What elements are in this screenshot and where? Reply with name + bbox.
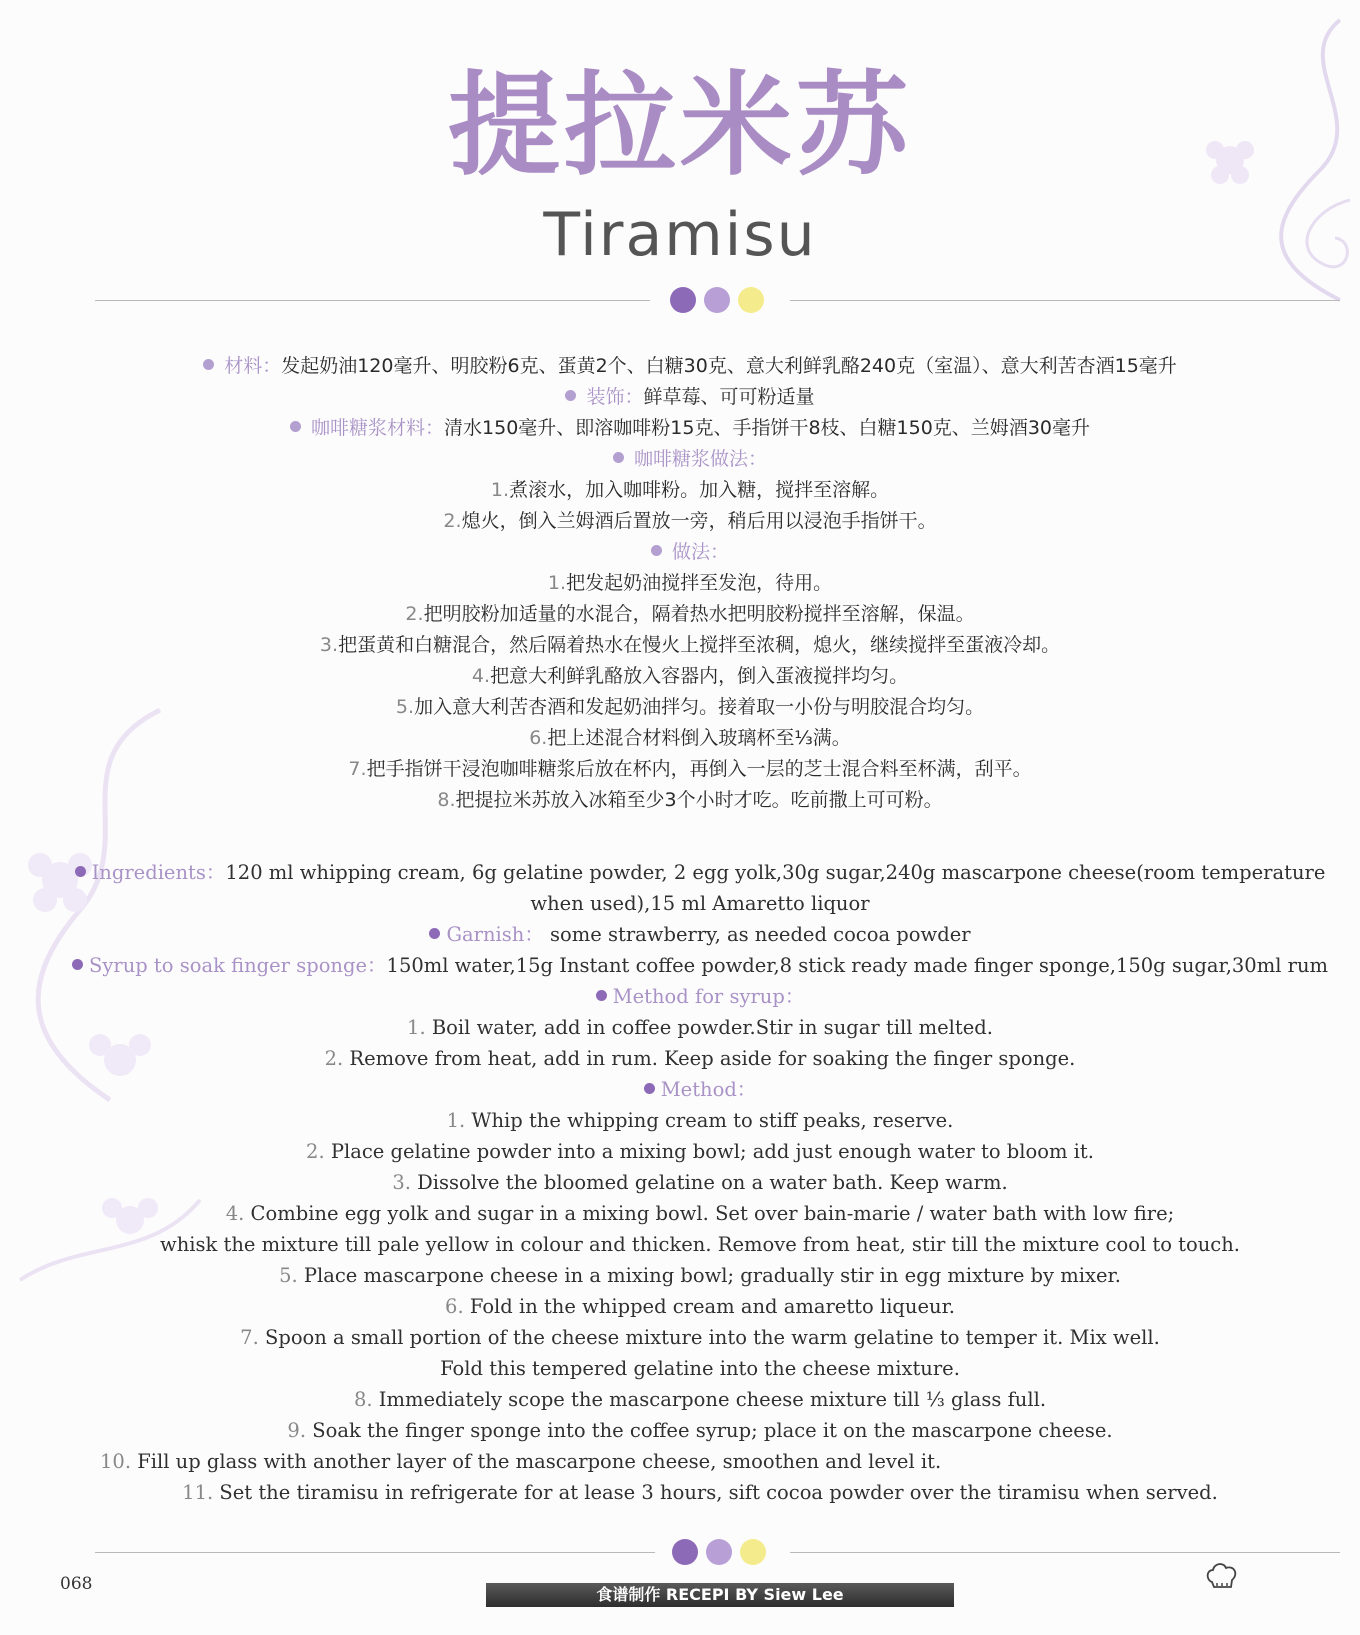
en-syrup-method-heading: Method for syrup： bbox=[60, 981, 1340, 1012]
cn-method-step: 8.把提拉米苏放入冰箱至少3个小时才吃。吃前撒上可可粉。 bbox=[437, 789, 943, 811]
en-ingredients: Ingredients：120 ml whipping cream, 6g gelatine powder, 2 egg yolk,30g sugar,240g mascarpone cheese(room temperature bbox=[60, 857, 1340, 888]
divider-dots-bottom bbox=[672, 1539, 766, 1565]
cn-method-step: 1.把发起奶油搅拌至发泡，待用。 bbox=[547, 572, 833, 594]
divider-top-left bbox=[95, 300, 650, 301]
bullet-icon bbox=[596, 990, 607, 1001]
cn-ingredients: 材料：发起奶油120毫升、明胶粉6克、蛋黄2个、白糖30克、意大利鲜乳酪240克（室温）、意大利苦杏酒15毫升 bbox=[70, 351, 1310, 382]
page-title-english: Tiramisu bbox=[543, 200, 817, 270]
en-method-step: 3. Dissolve the bloomed gelatine on a water bath. Keep warm. bbox=[392, 1171, 1008, 1194]
bullet-icon bbox=[290, 421, 301, 432]
divider-dots-top bbox=[670, 287, 764, 313]
recipe-credit-bar: 食谱制作 RECEPI BY Siew Lee bbox=[486, 1583, 954, 1607]
bullet-icon bbox=[75, 866, 86, 877]
english-recipe bbox=[60, 857, 1340, 1508]
en-method-step-cont: whisk the mixture till pale yellow in colour and thicken. Remove from heat, stir till the mixture cool to touch. bbox=[160, 1233, 1240, 1256]
en-method-step: 8. Immediately scope the mascarpone cheese mixture till ⅓ glass full. bbox=[353, 1388, 1047, 1411]
en-method-step-cont: Fold this tempered gelatine into the cheese mixture. bbox=[440, 1357, 960, 1380]
bullet-icon bbox=[72, 959, 83, 970]
lilac-dot-icon bbox=[704, 287, 730, 313]
en-method-step: 9. Soak the finger sponge into the coffee syrup; place it on the mascarpone cheese. bbox=[287, 1419, 1113, 1442]
purple-dot-icon bbox=[672, 1539, 698, 1565]
cn-method-heading: 做法： bbox=[70, 537, 1310, 568]
en-syrup-ingredients: Syrup to soak finger sponge：150ml water,15g Instant coffee powder,8 stick ready made finger sponge,150g sugar,30ml rum bbox=[60, 950, 1340, 981]
cn-method-step: 3.把蛋黄和白糖混合，然后隔着热水在慢火上搅拌至浓稠，熄火，继续搅拌至蛋液冷却。 bbox=[319, 634, 1061, 656]
page-number: 068 bbox=[60, 1574, 93, 1594]
cn-method-step: 5.加入意大利苦杏酒和发起奶油拌匀。接着取一小份与明胶混合均匀。 bbox=[395, 696, 985, 718]
divider-bottom-left bbox=[95, 1552, 655, 1553]
cn-garnish: 装饰：鲜草莓、可可粉适量 bbox=[70, 382, 1310, 413]
page-title-chinese: 提拉米苏 bbox=[448, 61, 912, 191]
bullet-icon bbox=[203, 359, 214, 370]
en-ingredients-cont: when used),15 ml Amaretto liquor bbox=[530, 892, 870, 915]
cn-syrup-method-heading: 咖啡糖浆做法： bbox=[70, 444, 1310, 475]
en-method-step: 7. Spoon a small portion of the cheese mixture into the warm gelatine to temper it. Mix well. bbox=[240, 1326, 1160, 1349]
cn-syrup-step: 2.熄火，倒入兰姆酒后置放一旁，稍后用以浸泡手指饼干。 bbox=[443, 510, 937, 532]
cn-method-step: 7.把手指饼干浸泡咖啡糖浆后放在杯内，再倒入一层的芝士混合料至杯满，刮平。 bbox=[348, 758, 1032, 780]
bullet-icon bbox=[644, 1083, 655, 1094]
divider-bottom-right bbox=[790, 1552, 1340, 1553]
yellow-dot-icon bbox=[738, 287, 764, 313]
cn-method-step: 2.把明胶粉加适量的水混合，隔着热水把明胶粉搅拌至溶解，保温。 bbox=[405, 603, 975, 625]
cn-syrup-step: 1.煮滚水，加入咖啡粉。加入糖，搅拌至溶解。 bbox=[490, 479, 890, 501]
en-method-step: 1. Whip the whipping cream to stiff peaks, reserve. bbox=[446, 1109, 954, 1132]
bullet-icon bbox=[565, 390, 576, 401]
cn-syrup-ingredients: 咖啡糖浆材料：清水150毫升、即溶咖啡粉15克、手指饼干8枝、白糖150克、兰姆酒30毫升 bbox=[70, 413, 1310, 444]
cn-method-step: 6.把上述混合材料倒入玻璃杯至⅓满。 bbox=[529, 727, 851, 749]
bullet-icon bbox=[651, 545, 662, 556]
en-method-step: 10. Fill up glass with another layer of the mascarpone cheese, smoothen and level it. bbox=[100, 1450, 942, 1473]
en-syrup-step: 2. Remove from heat, add in rum. Keep aside for soaking the finger sponge. bbox=[324, 1047, 1076, 1070]
bullet-icon bbox=[429, 928, 440, 939]
divider-top-right bbox=[790, 300, 1340, 301]
en-garnish: Garnish： some strawberry, as needed cocoa powder bbox=[60, 919, 1340, 950]
purple-dot-icon bbox=[670, 287, 696, 313]
chinese-recipe bbox=[70, 351, 1310, 816]
cn-method-step: 4.把意大利鲜乳酪放入容器内，倒入蛋液搅拌均匀。 bbox=[471, 665, 909, 687]
en-syrup-step: 1. Boil water, add in coffee powder.Stir in sugar till melted. bbox=[407, 1016, 993, 1039]
en-method-step: 2. Place gelatine powder into a mixing bowl; add just enough water to bloom it. bbox=[306, 1140, 1094, 1163]
en-method-step: 11. Set the tiramisu in refrigerate for at lease 3 hours, sift cocoa powder over the tiramisu when served. bbox=[182, 1481, 1218, 1504]
en-method-heading: Method： bbox=[60, 1074, 1340, 1105]
chef-hat-icon bbox=[1204, 1560, 1240, 1592]
bullet-icon bbox=[613, 452, 624, 463]
en-method-step: 6. Fold in the whipped cream and amaretto liqueur. bbox=[445, 1295, 955, 1318]
en-method-step: 5. Place mascarpone cheese in a mixing bowl; gradually stir in egg mixture by mixer. bbox=[279, 1264, 1121, 1287]
en-method-step: 4. Combine egg yolk and sugar in a mixing bowl. Set over bain-marie / water bath with low fire; bbox=[225, 1202, 1175, 1225]
yellow-dot-icon bbox=[740, 1539, 766, 1565]
lilac-dot-icon bbox=[706, 1539, 732, 1565]
